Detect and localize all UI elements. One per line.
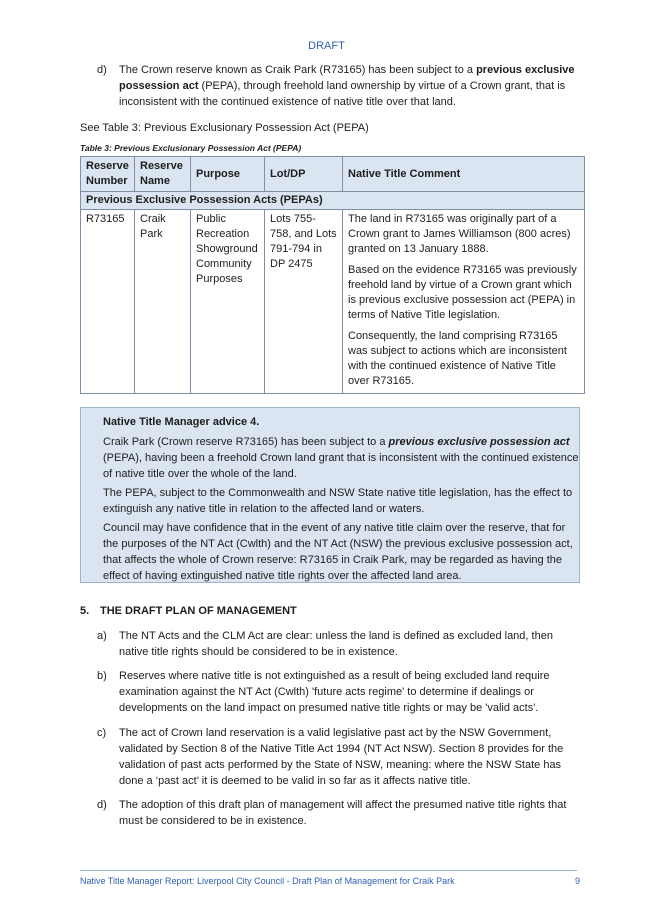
advice-paragraph: The PEPA, subject to the Commonwealth and NSW State native title legislation, has the effect to extinguish any native title in relation to the affected land or waters. bbox=[103, 487, 573, 515]
footer-text: Native Title Manager Report: Liverpool City Council - Draft Plan of Management for Craik Park bbox=[80, 876, 455, 886]
text-segment: Craik Park (Crown reserve R73165) has been subject to a bbox=[103, 436, 389, 448]
draft-watermark-header: DRAFT bbox=[308, 40, 345, 52]
advice-paragraph: Council may have confidence that in the event of any native title claim over the reserve, that for the purposes of the NT Act (Cwlth) and the NT Act (NSW) the previous exclusive possession act, that affects the whole of Crown reserve: R73165 in Craik Park, may be regarded as having the effect of having extinguished native title rights over the affected land area. bbox=[103, 522, 573, 582]
list-marker: a) bbox=[97, 630, 107, 642]
table-row bbox=[81, 210, 585, 394]
section-label: Previous Exclusive Possession Acts (PEPAs) bbox=[81, 192, 585, 210]
list-item-text: Reserves where native title is not extinguished as a result of being excluded land require examination against the NT Act (Cwlth) 'future acts regime' to determine if dealings or developments on the land impact on presumed native title rights or may be 'valid acts'. bbox=[119, 670, 550, 714]
page-number: 9 bbox=[574, 876, 580, 886]
column-header: Lot/DP bbox=[265, 157, 343, 192]
list-marker: d) bbox=[97, 799, 107, 811]
column-header: Reserve Number bbox=[81, 157, 135, 192]
list-item-text: The adoption of this draft plan of management will affect the presumed native title rights that must be considered to be in existence. bbox=[119, 799, 567, 827]
bold-term: previous exclusive possession act bbox=[119, 64, 575, 92]
section-title: THE DRAFT PLAN OF MANAGEMENT bbox=[100, 605, 297, 617]
cell-lot-dp: Lots 755-758, and Lots 791-794 in DP 2475 bbox=[265, 210, 343, 394]
list-item bbox=[97, 628, 577, 660]
table-reference: See Table 3: Previous Exclusionary Possession Act (PEPA) bbox=[80, 122, 369, 134]
list-item-text bbox=[119, 62, 577, 110]
advice-title: Native Title Manager advice 4. bbox=[103, 416, 260, 428]
list-item bbox=[97, 797, 577, 829]
cell-native-title-comment bbox=[343, 210, 585, 394]
column-header: Native Title Comment bbox=[343, 157, 585, 192]
comment-paragraph: Consequently, the land comprising R73165 was subject to actions which are inconsistent with the continued existence of Native Title over R73165. bbox=[348, 330, 567, 387]
cell-reserve-name: Craik Park bbox=[135, 210, 191, 394]
column-header: Purpose bbox=[191, 157, 265, 192]
advice-paragraph bbox=[103, 434, 579, 482]
list-item-d-crown-reserve bbox=[97, 62, 577, 110]
section-number: 5. bbox=[80, 605, 90, 617]
text-segment: The Crown reserve known as Craik Park (R73165) has been subject to a bbox=[119, 64, 477, 76]
advice-box bbox=[80, 407, 580, 583]
cell-reserve-number: R73165 bbox=[81, 210, 135, 394]
comment-paragraph: The land in R73165 was originally part of a Crown grant to James Williamson (800 acres) granted on 13 January 1888. bbox=[348, 213, 571, 255]
pepa-table bbox=[80, 156, 585, 394]
list-item-text: The act of Crown land reservation is a valid legislative past act by the NSW Government, validated by Section 8 of the Native Title Act 1994 (NT Act NSW). Section 8 provides for the validation of past acts performed by the State of NSW, meaning: where the NSW State has done a ‘past act’ it is deemed to be valid in so far as it affects native title. bbox=[119, 727, 564, 787]
section-heading bbox=[80, 603, 297, 619]
table-section-row bbox=[81, 192, 585, 210]
table-header-row bbox=[81, 157, 585, 192]
list-marker: b) bbox=[97, 670, 107, 682]
text-segment: (PEPA), through freehold land ownership by virtue of a Crown grant, that is inconsistent with the continued existence of native title over that land. bbox=[119, 80, 566, 108]
list-marker: c) bbox=[97, 727, 107, 739]
comment-paragraph: Based on the evidence R73165 was previously freehold land by virtue of a Crown grant which is previous exclusive possession act (PEPA) in terms of Native Title legislation. bbox=[348, 264, 577, 321]
list-item bbox=[97, 668, 577, 716]
column-header: Reserve Name bbox=[135, 157, 191, 192]
cell-purpose: Public Recreation Showground Community Purposes bbox=[191, 210, 265, 394]
list-item-text: The NT Acts and the CLM Act are clear: unless the land is defined as excluded land, then native title rights should be considered to be in existence. bbox=[119, 630, 553, 658]
footer-rule bbox=[80, 870, 577, 871]
list-item bbox=[97, 725, 577, 789]
bold-italic-term: previous exclusive possession act bbox=[388, 436, 570, 448]
list-marker: d) bbox=[97, 64, 107, 76]
text-segment: (PEPA), having been a freehold Crown land grant that is inconsistent with the continued existence of native title over the whole of the land. bbox=[103, 452, 579, 480]
table-caption: Table 3: Previous Exclusionary Possession Act (PEPA) bbox=[80, 143, 302, 153]
